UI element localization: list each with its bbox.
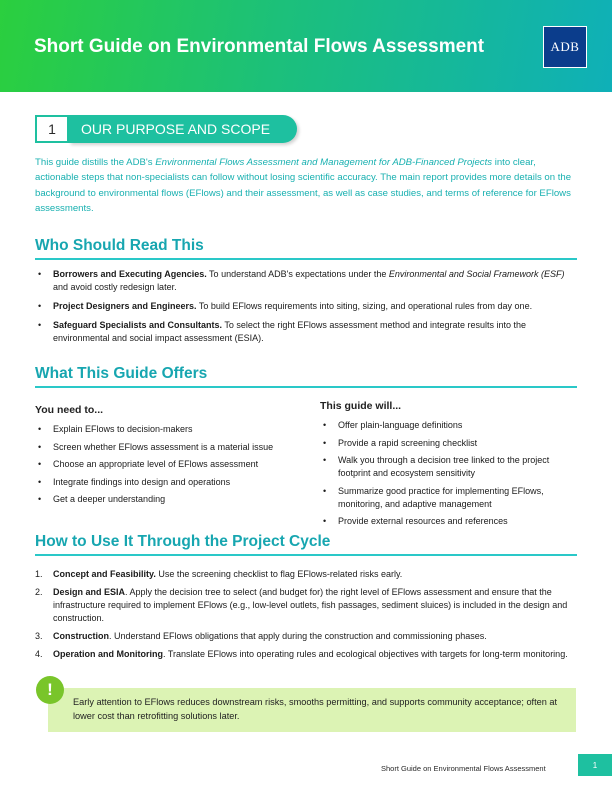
list-item: • Summarize good practice for implementing EFlows, monitoring, and adaptive management [320, 485, 575, 511]
intro-paragraph [35, 155, 580, 217]
step-number: 1. [35, 569, 43, 579]
intro-part2: into clear, actionable steps that non-specialists can follow without losing scientific accuracy. The main report provides more details on the background to environmental flows (EFlows) and their assessment, as well as case studies, and terms of reference for EFlows assessments. [35, 157, 572, 215]
right-column-heading: This guide will... [320, 400, 402, 412]
offers-heading: What This Guide Offers [35, 365, 208, 382]
step-label: Design and ESIA [53, 587, 126, 597]
step-number: 2. [35, 587, 43, 597]
document-title: Short Guide on Environmental Flows Assessment [34, 36, 485, 57]
item-italic: Environmental and Social Framework (ESF) [388, 269, 565, 279]
guide-will-list [320, 419, 575, 533]
cycle-divider [35, 554, 577, 556]
item-text: To select the right EFlows assessment method and integrate results into the environmental and social impact assessment (ESIA). [53, 320, 527, 343]
intro-part1: This guide distills the ADB's [35, 157, 156, 168]
step-label: Construction [53, 631, 109, 641]
list-item [35, 648, 575, 661]
who-list [35, 268, 575, 351]
step-text: . Understand EFlows obligations that apply during the construction and commissioning phases. [109, 631, 487, 641]
who-divider [35, 258, 577, 260]
needs-list [35, 423, 305, 511]
offers-divider [35, 386, 577, 388]
item-label: Borrowers and Executing Agencies. [53, 269, 207, 279]
section-label: OUR PURPOSE AND SCOPE [69, 115, 297, 143]
step-text: . Translate EFlows into operating rules and ecological objectives with targets for long-term monitoring. [163, 649, 568, 659]
step-text: Use the screening checklist to flag EFlows-related risks early. [155, 569, 403, 579]
who-heading: Who Should Read This [35, 237, 204, 254]
item-text: To understand ADB's expectations under the [206, 269, 389, 279]
left-column-heading: You need to... [35, 404, 104, 416]
step-number: 3. [35, 631, 43, 641]
list-item: • Provide a rapid screening checklist [320, 437, 575, 450]
step-label: Operation and Monitoring [53, 649, 163, 659]
list-item: • Get a deeper understanding [35, 493, 305, 506]
step-number: 4. [35, 649, 43, 659]
list-item: • Explain EFlows to decision-makers [35, 423, 305, 436]
list-item: • Offer plain-language definitions [320, 419, 575, 432]
list-item: • Walk you through a decision tree linked to the project footprint and ecosystem sensitivity [320, 454, 575, 480]
item-label: Project Designers and Engineers. [53, 301, 197, 311]
footer-title: Short Guide on Environmental Flows Assessment [381, 764, 546, 773]
list-item: • Choose an appropriate level of EFlows assessment [35, 458, 305, 471]
list-item [35, 300, 575, 313]
key-message-callout [48, 688, 576, 732]
adb-logo: ADB [543, 26, 587, 68]
list-item [35, 630, 575, 643]
list-item: • Integrate findings into design and operations [35, 476, 305, 489]
list-item [35, 586, 575, 625]
item-text: To build EFlows requirements into siting, sizing, and operational rules from day one. [196, 301, 533, 311]
section-number: 1 [35, 115, 69, 143]
list-item: • Provide external resources and references [320, 515, 575, 528]
section-tab [35, 115, 297, 143]
cycle-steps [35, 568, 575, 666]
list-item [35, 319, 575, 345]
list-item [35, 568, 575, 581]
item-label: Safeguard Specialists and Consultants. [53, 320, 223, 330]
page-number: 1 [578, 754, 612, 776]
cycle-heading: How to Use It Through the Project Cycle [35, 533, 331, 550]
step-text: . Apply the decision tree to select (and budget for) the right level of EFlows assessment and ensure that the infrastructure required to implement EFlows (e.g., low-level outlets, fish passages, sediment sluices) is included in the design and construction. [53, 587, 568, 623]
exclamation-icon: ! [36, 676, 64, 704]
callout-text: Early attention to EFlows reduces downstream risks, smooths permitting, and supports community acceptance; often at lower cost than retrofitting solutions later. [73, 697, 558, 721]
step-label: Concept and Feasibility. [53, 569, 156, 579]
list-item: • Screen whether EFlows assessment is a material issue [35, 441, 305, 454]
intro-report-title: Environmental Flows Assessment and Management for ADB-Financed Projects [155, 157, 493, 168]
header-banner [0, 0, 612, 92]
list-item [35, 268, 575, 294]
item-text-2: and avoid costly redesign later. [53, 282, 177, 292]
